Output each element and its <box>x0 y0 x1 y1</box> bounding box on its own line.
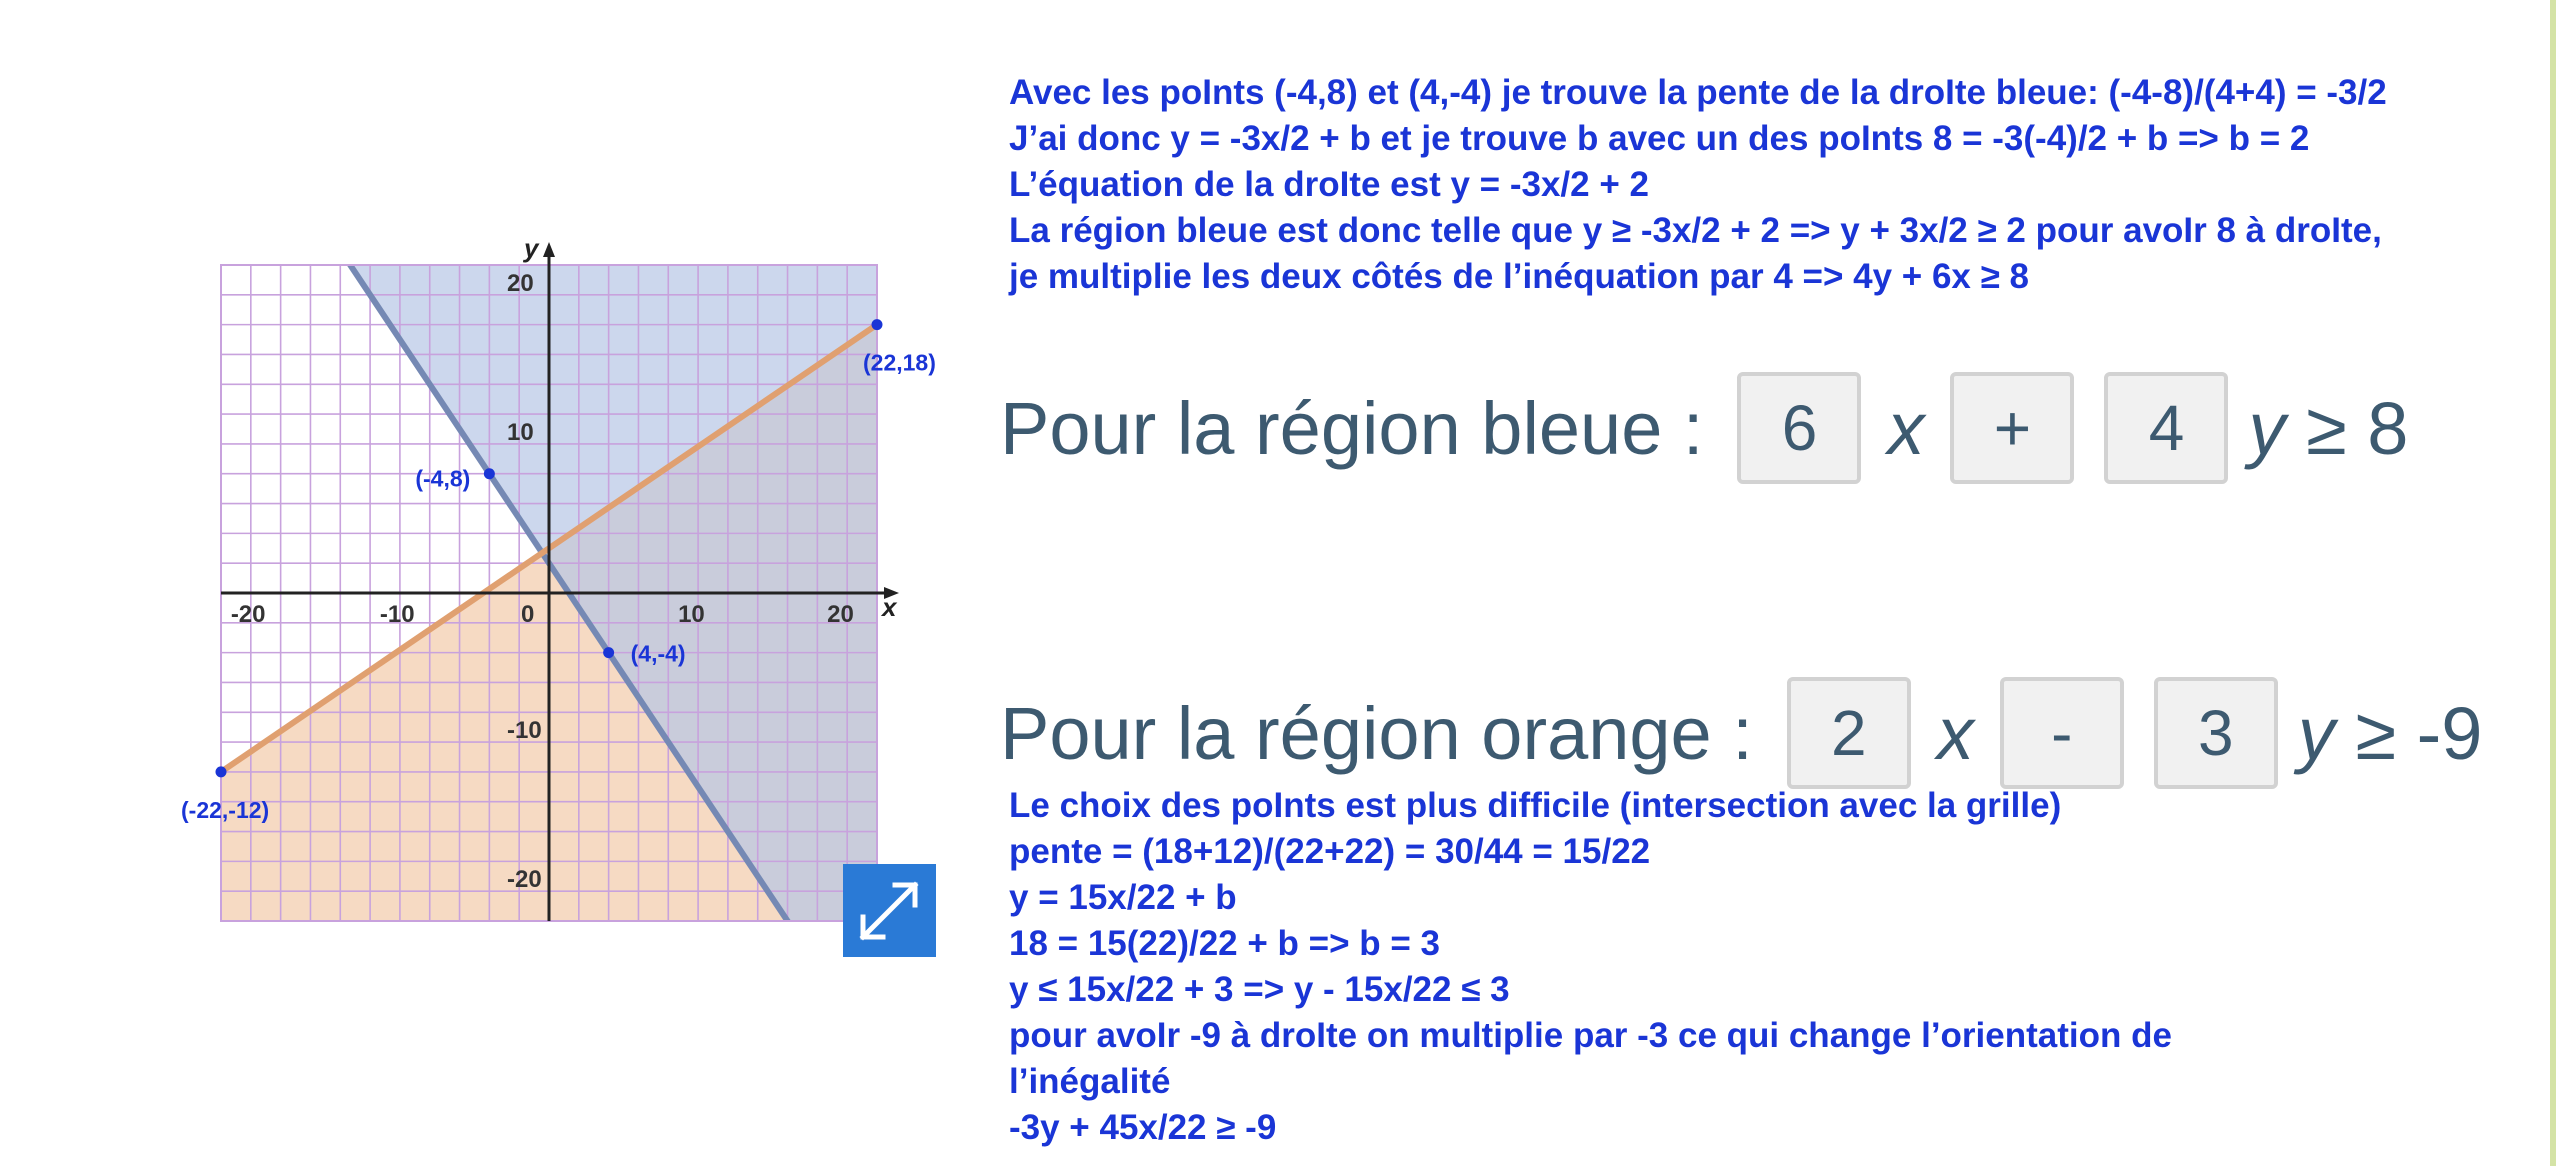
orange-x-coefficient-field[interactable]: 2 <box>1787 677 1911 789</box>
x-tick-label: -10 <box>379 601 415 628</box>
note-line: pour avoIr -9 à droIte on multiplie par -3 ce qui change l’orientation de <box>1009 1016 2172 1055</box>
point-label: (4,-4) <box>630 640 686 667</box>
note-line: Avec les poInts (-4,8) et (4,-4) je trouve la pente de la droIte bleue: (-4-8)/(4+4) = -3/2 <box>1009 73 2387 112</box>
blue-inequality-row <box>1000 378 2408 478</box>
orange-y-variable: y <box>2297 691 2335 775</box>
point-marker <box>216 766 227 777</box>
note-line: La région bleue est donc telle que y ≥ -3x/2 + 2 => y + 3x/2 ≥ 2 pour avoIr 8 à droIte, <box>1009 211 2382 250</box>
point-label: (22,18) <box>863 349 936 376</box>
note-line: 18 = 15(22)/22 + b => b = 3 <box>1009 924 1440 963</box>
x-tick-label: -20 <box>230 601 266 628</box>
y-tick-label: -20 <box>507 866 542 894</box>
inequality-graph <box>0 0 1000 1166</box>
point-marker <box>872 319 883 330</box>
y-tick-label: 20 <box>507 269 534 297</box>
expand-button[interactable] <box>843 864 936 957</box>
y-tick-label: 10 <box>507 418 534 446</box>
note-line: J’ai donc y = -3x/2 + b et je trouve b avec un des poInts 8 = -3(-4)/2 + b => b = 2 <box>1009 119 2310 158</box>
note-line: y = 15x/22 + b <box>1009 878 1237 917</box>
note-line: Le choix des poInts est plus difficile (intersection avec la grille) <box>1009 786 2062 825</box>
orange-inequality-rhs: ≥ -9 <box>2355 691 2483 775</box>
y-tick-label: -10 <box>507 717 542 745</box>
note-line: l’inégalité <box>1009 1062 1171 1101</box>
blue-operator-field[interactable]: + <box>1950 372 2074 484</box>
blue-y-variable: y <box>2248 386 2286 470</box>
x-tick-label: 10 <box>678 601 705 628</box>
point-marker <box>603 647 614 658</box>
note-line: y ≤ 15x/22 + 3 => y - 15x/22 ≤ 3 <box>1009 970 1510 1009</box>
y-axis-arrow <box>543 242 555 257</box>
blue-inequality-rhs: ≥ 8 <box>2306 386 2409 470</box>
orange-inequality-row <box>1000 683 2482 783</box>
note-line: L’équation de la droIte est y = -3x/2 + 2 <box>1009 165 1649 204</box>
orange-inequality-label: Pour la région orange : <box>1000 691 1753 775</box>
orange-operator-field[interactable]: - <box>2000 677 2124 789</box>
blue-y-coefficient-field[interactable]: 4 <box>2104 372 2228 484</box>
notes-blue-region <box>1009 70 2387 300</box>
note-line: pente = (18+12)/(22+22) = 30/44 = 15/22 <box>1009 832 1651 871</box>
x-axis-label: x <box>882 592 897 622</box>
point-label: (-22,-12) <box>181 796 270 823</box>
y-axis-label: y <box>524 233 539 263</box>
point-marker <box>484 468 495 479</box>
blue-x-variable: x <box>1887 386 1925 470</box>
note-line: je multiplie les deux côtés de l’inéquation par 4 => 4y + 6x ≥ 8 <box>1009 257 2030 296</box>
notes-orange-region <box>1009 783 2172 1151</box>
x-tick-label: 0 <box>521 601 535 628</box>
point-label: (-4,8) <box>415 465 471 492</box>
orange-y-coefficient-field[interactable]: 3 <box>2154 677 2278 789</box>
note-line: -3y + 45x/22 ≥ -9 <box>1009 1108 1277 1147</box>
x-tick-label: 20 <box>827 601 854 628</box>
orange-x-variable: x <box>1936 691 1974 775</box>
blue-inequality-label: Pour la région bleue : <box>1000 386 1704 470</box>
window-edge <box>2550 0 2556 1166</box>
blue-x-coefficient-field[interactable]: 6 <box>1737 372 1861 484</box>
